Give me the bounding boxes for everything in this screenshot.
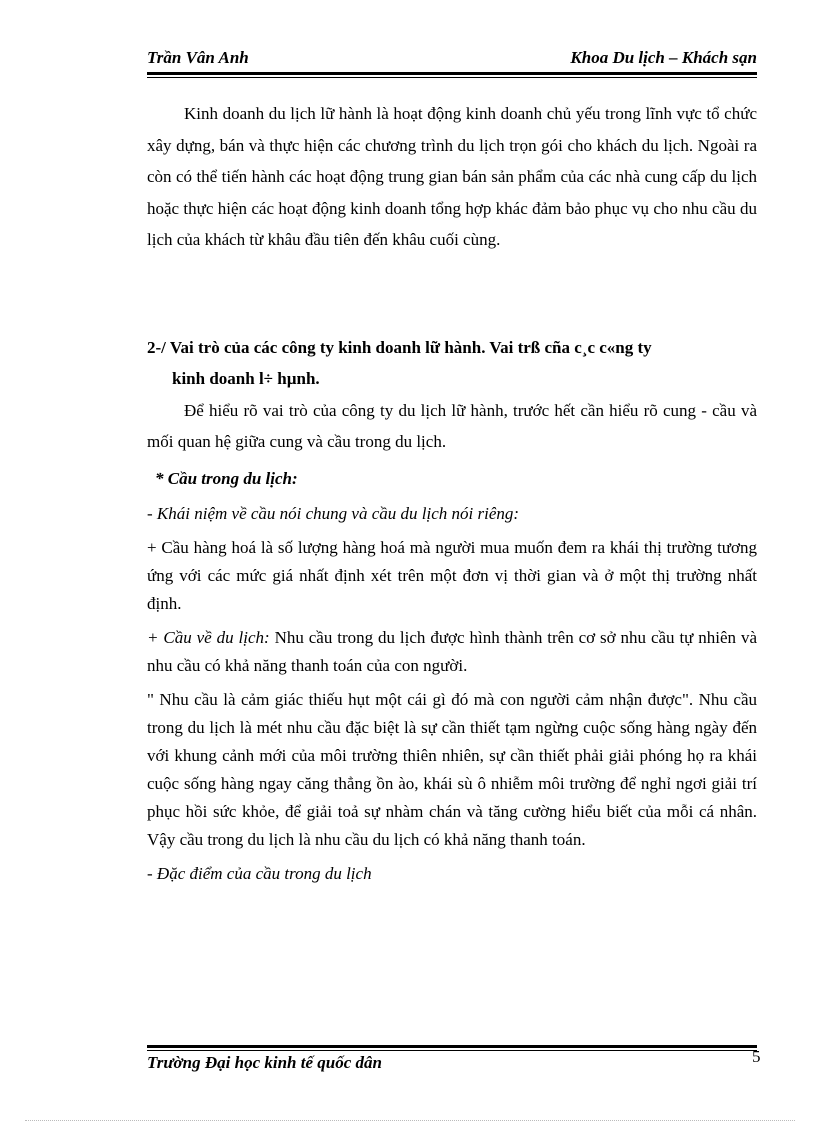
section-intro-paragraph: Để hiểu rõ vai trò của công ty du lịch lữ hành, trước hết cần hiểu rõ cung - cầu và mối quan hệ giữa cung và cầu trong du lịch. xyxy=(147,400,757,451)
header-rule-thin xyxy=(147,77,757,78)
need-definition-paragraph: " Nhu cầu là cảm giác thiếu hụt một cái gì đó mà con người cảm nhận được". Nhu cầu trong du lịch là mét nhu cầu đặc biệt là sự cần thiết tạm ngừng cuộc sống hàng ngày đến với khung cảnh mới của môi trường thiên nhiên, sự cần thiết phải giải phóng họ ra khái cuộc sống hàng ngay căng thẳng ồn ào, khái sù ô nhiễm môi trường để nghỉ ngơi giải trí phục hồi sức khỏe, để giải toả sự nhàm chán và tăng cường hiểu biết của mỗi cá nhân. Vậy cầu trong du lịch là nhu cầu du lịch có khả năng thanh toán. xyxy=(147,689,757,849)
intro-paragraph: Kinh doanh du lịch lữ hành là hoạt động kinh doanh chủ yếu trong lĩnh vực tổ chức xây dựng, bán và thực hiện các chương trình du lịch trọn gói cho khách du lịch. Ngoài ra còn có thể tiến hành các hoạt động trung gian bán sản phẩm của các nhà cung cấp du lịch hoặc thực hiện các hoạt động kinh doanh tổng hợp khác đảm bảo phục vụ cho nhu cầu du lịch của khách từ khâu đầu tiên đến khâu cuối cùng. xyxy=(147,104,757,249)
section-heading-line1: 2-/ Vai trò của các công ty kinh doanh lữ hành. Vai trß cña c¸c c«ng ty xyxy=(147,337,652,357)
header-author: Trần Vân Anh xyxy=(147,48,249,67)
page-bottom-divider xyxy=(25,1120,795,1121)
characteristics-heading: - Đặc điểm của cầu trong du lịch xyxy=(147,863,372,883)
subheading-demand: * Cầu trong du lịch: xyxy=(155,468,298,488)
section-spacer xyxy=(147,256,757,332)
tourism-demand-label: + Cầu về du lịch: xyxy=(147,627,270,647)
page-number: 5 xyxy=(752,1047,761,1066)
goods-demand-paragraph: + Cầu hàng hoá là số lượng hàng hoá mà người mua muốn đem ra khái thị trường tương ứng với các mức giá nhất định xét trên một đơn vị thời gian và ở một thị trường nhất định. xyxy=(147,537,757,613)
concept-heading: - Khái niệm về cầu nói chung và cầu du lịch nói riêng: xyxy=(147,503,520,523)
footer-rule-thick xyxy=(147,1045,757,1048)
footer-rule-thin xyxy=(147,1050,757,1051)
tourism-demand-text: Nhu cầu trong du lịch được hình thành trên cơ sở nhu cầu tự nhiên và nhu cầu có khả năng thanh toán của con người. xyxy=(147,627,757,675)
tourism-demand-paragraph xyxy=(147,624,757,680)
page-content xyxy=(147,98,757,888)
header-rule-thick xyxy=(147,72,757,75)
section-heading xyxy=(147,332,757,395)
page-header xyxy=(147,48,757,72)
section-heading-line2: kinh doanh l÷ hµnh. xyxy=(172,369,320,388)
header-department: Khoa Du lịch – Khách sạn xyxy=(570,48,757,67)
footer-school: Trường Đại học kinh tế quốc dân xyxy=(147,1053,382,1072)
